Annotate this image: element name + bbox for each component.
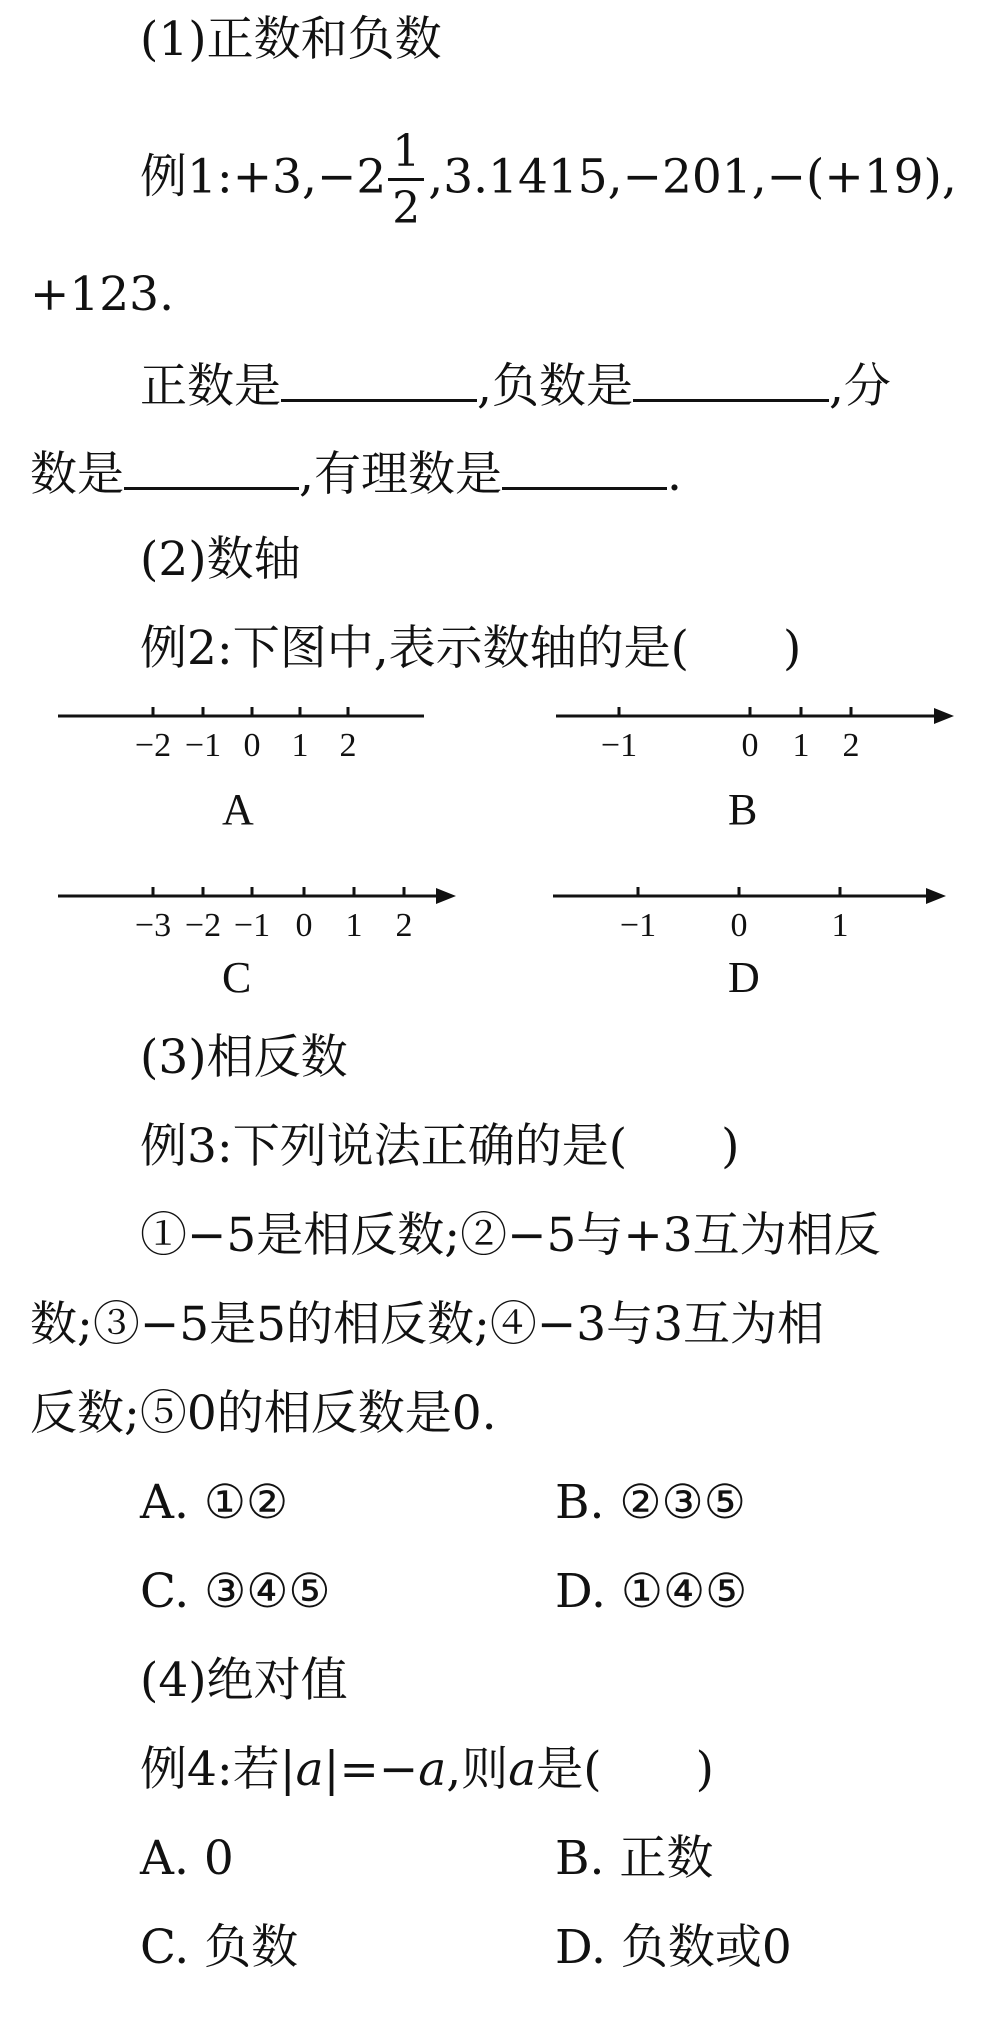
number-line-b — [556, 707, 954, 764]
example1-numbers-b: ,3.1415,−201,−(+19), — [428, 149, 957, 205]
example4-then: ,则 — [446, 1742, 509, 1797]
tick-label-d-0: −1 — [619, 907, 657, 944]
tick-label-a-3: 1 — [291, 727, 309, 764]
option-label-a: A — [222, 785, 254, 834]
q-rational-label: ,有理数是 — [299, 447, 502, 502]
q-end: . — [666, 447, 682, 502]
example3-choice-c[interactable]: C. ③④⑤ — [140, 1564, 331, 1619]
tick-label-c-2: −1 — [233, 907, 271, 944]
example3-choice-d[interactable]: D. ①④⑤ — [555, 1564, 748, 1619]
section3-heading: (3)相反数 — [140, 1030, 348, 1085]
tick-label-b-1: 0 — [741, 727, 759, 764]
tick-label-c-5: 2 — [395, 907, 413, 944]
example3-statement-line1: ①−5是相反数;②−5与+3互为相反 — [140, 1208, 881, 1263]
example4-choice-d[interactable]: D. 负数或0 — [555, 1920, 792, 1975]
number-line-a — [58, 707, 424, 764]
tick-label-d-2: 1 — [831, 907, 849, 944]
example3-choice-b[interactable]: B. ②③⑤ — [555, 1475, 746, 1530]
variable-a-2: a — [418, 1742, 447, 1797]
tick-label-a-0: −2 — [134, 727, 172, 764]
example1-numbers-a: +3,−2 — [232, 149, 387, 205]
example2-question: 例2:下图中,表示数轴的是( ) — [140, 621, 802, 676]
tick-label-c-3: 0 — [295, 907, 313, 944]
option-label-c: C — [222, 953, 252, 1002]
example3-question: 例3:下列说法正确的是( ) — [140, 1119, 740, 1174]
example4-choice-a[interactable]: A. 0 — [140, 1831, 234, 1886]
example4-choice-b[interactable]: B. 正数 — [555, 1831, 714, 1886]
example1-numbers-c: +123. — [30, 267, 175, 322]
q-negative-label: ,负数是 — [477, 359, 633, 414]
example3-statement-line2: 数;③−5是5的相反数;④−3与3互为相 — [30, 1297, 825, 1352]
q-fraction-label-a: ,分 — [828, 359, 891, 414]
example4-suffix: 是( ) — [536, 1742, 714, 1797]
example1-label: 例1: — [140, 149, 233, 205]
option-label-d: D — [728, 953, 760, 1002]
example3-statement-line3: 反数;⑤0的相反数是0. — [30, 1386, 497, 1441]
arrow-head-c — [436, 888, 456, 904]
tick-label-a-1: −1 — [184, 727, 222, 764]
section2-heading: (2)数轴 — [140, 532, 301, 587]
arrow-head-d — [926, 888, 946, 904]
example3-choice-a[interactable]: A. ①② — [140, 1475, 289, 1530]
section1-heading: (1)正数和负数 — [140, 12, 442, 67]
section4-heading: (4)绝对值 — [140, 1653, 348, 1708]
example4-mid: |=− — [323, 1742, 419, 1797]
tick-label-a-2: 0 — [243, 727, 261, 764]
tick-label-b-2: 1 — [792, 727, 810, 764]
tick-label-a-4: 2 — [339, 727, 357, 764]
tick-label-c-1: −2 — [184, 907, 222, 944]
q-fraction-label-b: 数是 — [30, 447, 124, 502]
example4-choice-c[interactable]: C. 负数 — [140, 1920, 299, 1975]
example4-prefix: 例4:若| — [140, 1742, 296, 1797]
variable-a-1: a — [295, 1742, 324, 1797]
tick-label-c-4: 1 — [345, 907, 363, 944]
arrow-head-b — [934, 708, 954, 724]
tick-label-b-3: 2 — [842, 727, 860, 764]
example4-question — [140, 1740, 714, 1800]
number-line-d — [553, 887, 946, 944]
fraction-denominator: 2 — [392, 183, 421, 234]
q-positive-label: 正数是 — [140, 359, 281, 414]
number-line-c — [58, 887, 456, 944]
option-label-b: B — [728, 785, 758, 834]
tick-label-d-1: 0 — [730, 907, 748, 944]
tick-label-c-0: −3 — [134, 907, 172, 944]
tick-label-b-0: −1 — [600, 727, 638, 764]
variable-a-3: a — [508, 1742, 537, 1797]
fraction-numerator: 1 — [388, 130, 424, 181]
